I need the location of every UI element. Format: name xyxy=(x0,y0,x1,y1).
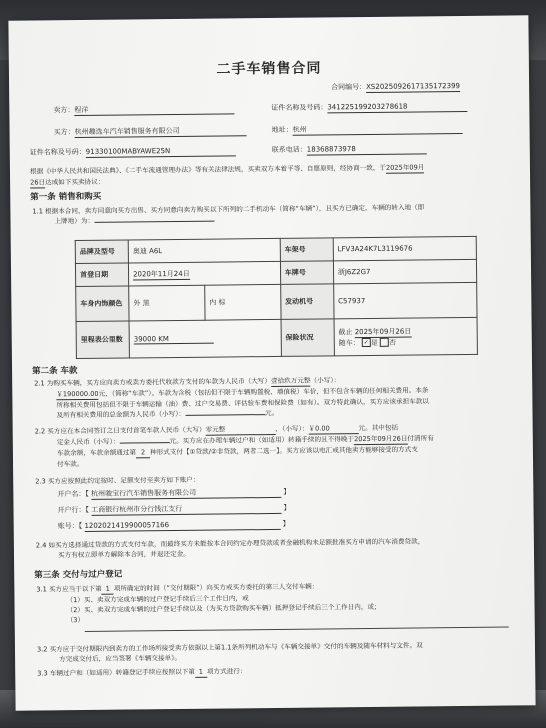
clause-2-2-b: 元。买方应在办理车辆过户和（如适用）转籍手续的且不得晚于 xyxy=(169,435,355,446)
delivery-option-number: 1 xyxy=(102,584,114,595)
first-payment-uppercase: 零元整 xyxy=(205,424,275,436)
contract-paper xyxy=(8,15,535,710)
brand-label: 品牌及型号 xyxy=(75,240,128,264)
account-name-row: 开户名：【 杭州骏宝行汽车销售服务有限公司 】 xyxy=(57,487,291,499)
seller-value: 程洋 xyxy=(74,104,234,116)
with-car-label: 随车： xyxy=(338,338,360,347)
vin-label: 车架号 xyxy=(280,238,333,262)
buyer-address-label: 地址： xyxy=(271,125,293,134)
vin-value: LFV3A24K7L3119676 xyxy=(333,236,476,260)
buyer-phone-row xyxy=(272,144,427,156)
account-number-label: 账号： xyxy=(57,522,79,531)
clause-1-1 xyxy=(32,201,512,226)
vehicle-info-table xyxy=(75,236,478,359)
brand-value: 奥迪 A6L xyxy=(128,238,280,263)
insurance-until-label: 截止 xyxy=(338,327,353,336)
contract-number xyxy=(331,82,460,93)
clause-2-1-c: 所称相关费用包括但不限于车辆运输（油）费、过户交易费、评估验车费和保险费（如有）。双方特此确认，买方应该承担车款以 xyxy=(56,397,429,410)
transfer-option-number: 1 xyxy=(195,667,207,678)
account-bank-row: 开户行：【 工商银行杭州市分行钱江支行 】 xyxy=(57,503,291,515)
clause-3-3 xyxy=(37,663,521,679)
buyer-id-label: 证件名称及号码： xyxy=(29,147,86,157)
account-bank-label: 开户行： xyxy=(57,505,86,515)
engine-value: C57937 xyxy=(333,282,477,318)
clause-3-1-option-1: （1）买、卖双方完成车辆的过户登记手续后三个工作日内，或 xyxy=(66,594,249,605)
interior-color: 内 棕 xyxy=(205,284,281,320)
account-bank-value: 工商银行杭州市分行钱江支行 xyxy=(91,504,281,516)
yes-label: 是 xyxy=(370,338,378,347)
clause-2-4-b: 买方有权立即单方解除本合同，并退还定金。 xyxy=(57,549,190,560)
clause-2-1-d: 及所有相关费用的总金额为人民币（小写）： xyxy=(56,409,186,420)
clause-1-1-destination: 上牌地）为： xyxy=(54,216,95,226)
clause-1-1-text: 1.1 根据本合同，卖方同意向买方出售、买方同意向卖方购买以下所列的二手机动车（简称“车辆”），且买方已确定，车辆的转入地（即 xyxy=(32,203,425,216)
clause-2-3 xyxy=(35,471,519,486)
first-payment-amount: ￥0.00 xyxy=(308,423,358,435)
clause-2-2-tail: 元。其中包括 xyxy=(358,423,399,433)
clause-2-2 xyxy=(35,421,519,469)
clause-3-3-tail: 项方式进行： xyxy=(206,667,247,676)
preamble-date-day: 26日 xyxy=(30,178,46,187)
clause-3-3-text: 3.3 车辆过户和（如适用）转籍登记手续应按照以下第 xyxy=(37,667,195,678)
clause-2-1 xyxy=(34,373,518,420)
price-amount: ￥190000.00 xyxy=(56,389,99,399)
buyer-id-value: 91330100MABYAWE25N xyxy=(86,146,236,158)
preamble-text: 根据《中华人民共和国民法典》、《二手车流通管理办法》等有关法律法规，买卖双方本着平等、自愿原则，经协商一致，于 xyxy=(29,163,387,176)
seller-id-row xyxy=(271,102,467,114)
section-1-title: 第一条 销售和购买 xyxy=(30,191,102,203)
preamble xyxy=(30,161,510,188)
account-name-value: 杭州骏宝行汽车销售服务有限公司 xyxy=(91,488,281,500)
deposit-label: 定金人民币（小写）： xyxy=(56,437,120,447)
engine-label: 发动机号 xyxy=(280,284,333,320)
clause-2-1-d-tail: 元。 xyxy=(265,408,279,418)
clause-2-2-d: 付车款。 xyxy=(57,459,84,469)
price-uppercase: 壹拾玖万元整 xyxy=(270,376,311,386)
clause-2-2-text: 2.2 买方应在本合同签订之日支付首笔车款人民币（大写） xyxy=(34,425,206,436)
preamble-date: 2025年09月 xyxy=(385,163,425,172)
clause-3-1-tail: 项所确定的时间（“交付期限”）向买方或买方委托的第三人交付车辆： xyxy=(113,582,319,593)
insurance-cell xyxy=(334,317,478,355)
page-title: 二手车销售合同 xyxy=(216,60,322,78)
clause-2-2-c: 车款余额，车款余额通过第 xyxy=(56,448,137,458)
clause-3-1 xyxy=(36,579,520,625)
clause-2-2-small-label: ，（小写）： xyxy=(275,424,309,433)
clause-3-1-option-3: （3） xyxy=(66,615,85,625)
seller-id-label: 证件名称及号码： xyxy=(271,103,328,112)
section-3-title: 第三条 交付与过户登记 xyxy=(34,569,123,581)
mileage-cell xyxy=(129,319,281,358)
clause-3-2-text: 3.2 买方应于交付期限内到卖方的工作场所接受卖方依据以上第1.1条所列机动车与《车辆交接单》交付的车辆及随车材料与文件。双 xyxy=(36,641,423,654)
seller-label: 卖方： xyxy=(53,106,75,115)
exterior-color: 外 黑 xyxy=(129,285,205,321)
plate-label: 车牌号 xyxy=(280,261,333,285)
table-row xyxy=(76,317,477,358)
clause-2-1-text: 2.1 为购买车辆，买方应向卖方或卖方委托代收款方支付的车款为人民币（大写） xyxy=(34,377,272,388)
payment-method-number: 2 xyxy=(136,447,150,458)
first-registration-value: 2020年11月24日 xyxy=(133,269,190,278)
insurance-label: 保险状况 xyxy=(281,319,334,357)
buyer-value: 杭州趣选车汽车销售服务有限公司 xyxy=(75,126,247,138)
clause-2-2-b-tail: 付清所有 xyxy=(407,434,434,443)
contract-number-label: 合同编号： xyxy=(331,82,367,92)
seller-row xyxy=(53,104,234,116)
clause-2-4-text: 2.4 如买方选择通过贷款的方式支付车款，而最终买方未能按本合同约定办理贷款或者金融机构未足额批准买方申请的汽车消费贷款， xyxy=(35,537,425,550)
payment-deadline: 2025年09月26日 xyxy=(354,434,408,444)
buyer-address-value: 杭州 xyxy=(293,124,463,136)
clause-2-1-small-label: （小写）： xyxy=(310,376,341,385)
option-3-blank-line xyxy=(85,627,509,632)
buyer-address-row xyxy=(272,124,463,136)
clause-2-1-b: 元，（简称“车款”）。车款为含税（包括但不限于车辆购置税、增值税）车价，但不包含车辆的任何相关费用。本条 xyxy=(98,386,429,398)
buyer-phone-label: 联系电话： xyxy=(271,145,307,154)
preamble-tail: 达成如下买卖协议： xyxy=(45,177,105,187)
clause-3-2 xyxy=(37,639,521,664)
color-label: 车身内饰颜色 xyxy=(76,286,129,322)
seller-id-value: 341225199203278618 xyxy=(327,102,467,113)
first-registration-label: 首登日期 xyxy=(75,263,128,287)
clause-2-4 xyxy=(36,535,520,560)
clause-2-3-text: 2.3 买方应按照此约定按时、足额支付至卖方如下账户： xyxy=(35,475,200,486)
buyer-label: 买方： xyxy=(53,128,75,137)
first-registration-cell xyxy=(128,261,280,286)
buyer-row xyxy=(54,126,247,138)
account-name-label: 开户名： xyxy=(57,489,86,499)
mileage-value: 39000 KM xyxy=(134,334,214,344)
insurance-until-date: 2025年09月26日 xyxy=(354,327,412,336)
buyer-phone-value: 18368873978 xyxy=(307,144,427,155)
mileage-label: 里程表公里数 xyxy=(76,321,129,359)
contract-number-value: XS2025092617135172399 xyxy=(366,82,461,91)
clause-3-1-option-2: （2）买、卖双方完成车辆的过户登记手续以及（为买方贷款购买车辆）抵押登记手续后三个工作日内，或； xyxy=(66,602,381,615)
buyer-id-row xyxy=(30,146,236,158)
clause-3-2-b: 方完成交付后，应当签署《车辆交接单》。 xyxy=(59,653,182,664)
yes-checkbox[interactable]: ✓ xyxy=(363,338,369,347)
account-number-value: 1202021419900057166 xyxy=(84,520,280,532)
plate-value: 浙J6Z2G7 xyxy=(333,259,476,283)
section-2-title: 第二条 车款 xyxy=(32,366,78,377)
clause-3-1-text: 3.1 买方应当于以下第 xyxy=(36,584,102,594)
no-checkbox[interactable] xyxy=(380,338,389,347)
clause-2-2-c-tail: 种形式支付【①贷款/②非贷款，两者二选一】。买方应该以电汇或其他卖方能够接受的方式支 xyxy=(150,445,418,457)
no-label: 否 xyxy=(388,338,397,347)
account-number-row: 账号：【 1202021419900057166 】 xyxy=(57,519,290,531)
table-row xyxy=(76,282,477,321)
